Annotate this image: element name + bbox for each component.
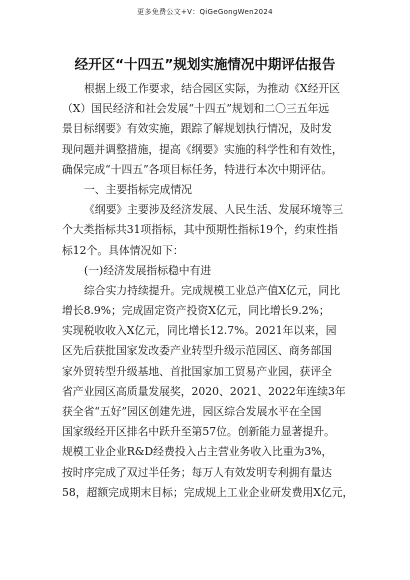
document-title: 经开区“十四五”规划实施情况中期评估报告 — [74, 57, 336, 73]
body-line: 获全省“五好”园区创建先进，园区综合发展水平在全国 — [62, 405, 322, 418]
header-note: 更多免费公文+V：QiGeGongWen2024 — [137, 8, 273, 16]
body-line: 综合实力持续提升。完成规模工业总产值X亿元，同比 — [84, 283, 341, 297]
body-line: 增长8.9%；完成固定资产投资X亿元，同比增长9.2%； — [62, 304, 330, 318]
body-line: 国家级经开区排名中跃升至第57位。创新能力显著提升。 — [62, 425, 335, 439]
body-line: 个大类指标共31项指标，其中预期性指标19个，约束性指 — [62, 223, 338, 237]
body-line: 省产业园区高质量发展奖，2020、2021、2022年连续3年 — [62, 384, 346, 398]
body-line: 家外贸转型升级基地、首批国家加工贸易产业园，获评全 — [62, 364, 332, 378]
body-line: 景目标纲要》有效实施，跟踪了解规划执行情况，及时发 — [62, 122, 332, 136]
body-line: 《纲要》主要涉及经济发展、人民生活、发展环境等三 — [84, 203, 344, 217]
body-line: 58，超额完成期末目标；完成规上工业企业研发费用X亿元， — [62, 485, 354, 499]
body-line: 实现税收收入X亿元，同比增长12.7%。2021年以来，园 — [62, 324, 337, 338]
body-line: 按时序完成了双过半任务；每万人有效发明专利拥有量达 — [62, 465, 332, 479]
body-line: (一)经济发展指标稳中有进 — [84, 263, 212, 277]
body-line: 根据上级工作要求，结合园区实际，为推动《X经开区 — [84, 82, 341, 95]
body-line: （X）国民经济和社会发展“十四五”规划和二〇三五年远 — [62, 102, 330, 116]
body-line: 规模工业企业R&D经费投入占主营业务收入比重为3%， — [62, 445, 333, 459]
body-line: 现问题并调整措施，提高《纲要》实施的科学性和有效性， — [62, 142, 343, 156]
body-line: 标12个。具体情况如下： — [62, 243, 184, 257]
document-body — [62, 79, 352, 503]
body-line: 确保完成“十四五”各项目标任务，特进行本次中期评估。 — [62, 162, 333, 176]
body-line: 区先后获批国家发改委产业转型升级示范园区、商务部国 — [62, 344, 332, 358]
body-line: 一、主要指标完成情况 — [84, 182, 192, 196]
